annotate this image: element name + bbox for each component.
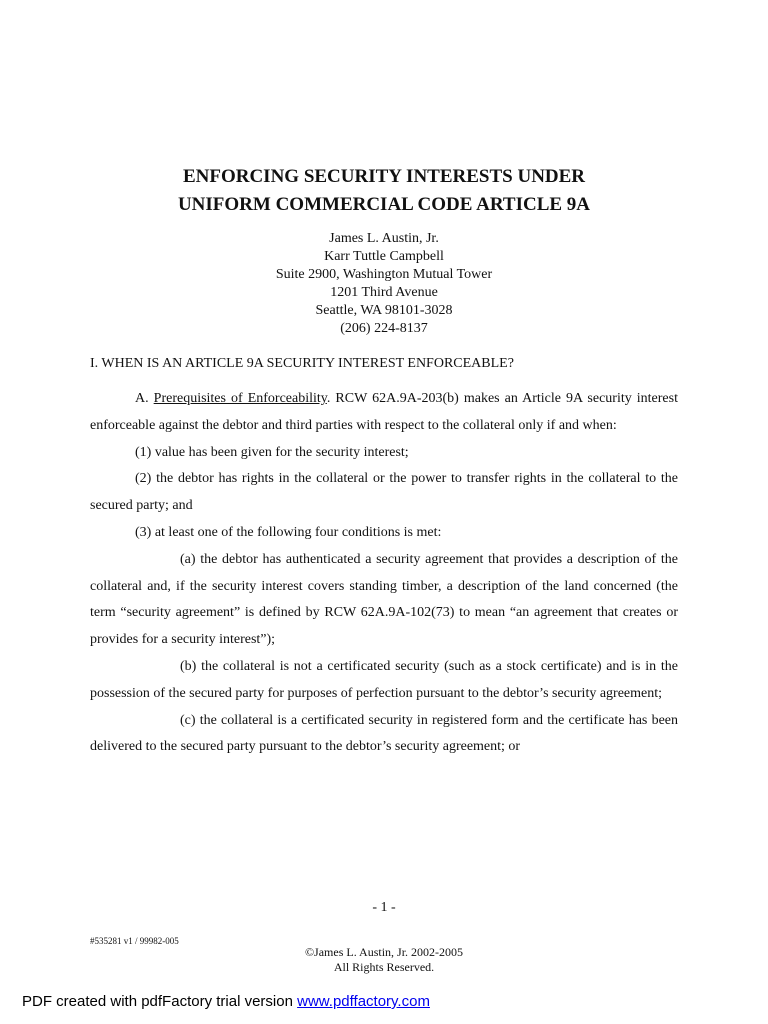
sub-item-c: (c) the collateral is a certificated security in registered form and the certificate has been delivered to the secured party pursuant to the debtor’s security agreement; or bbox=[90, 712, 678, 755]
sub-item-b: (b) the collateral is not a certificated security (such as a stock certificate) and is in the possession of the secured party for purposes of perfection pursuant to the debtor’s security agreement; bbox=[90, 658, 678, 701]
document-title bbox=[0, 163, 768, 219]
author-phone: (206) 224-8137 bbox=[340, 321, 428, 336]
pdf-banner-text: PDF created with pdfFactory trial version bbox=[22, 993, 298, 1010]
pdffactory-link[interactable]: www.pdffactory.com bbox=[297, 993, 430, 1010]
page-number: - 1 - bbox=[372, 900, 396, 915]
pdf-creator-banner bbox=[22, 992, 430, 1012]
author-block bbox=[0, 230, 768, 338]
paragraph-a-title: Prerequisites of Enforceability bbox=[153, 391, 327, 406]
author-suite: Suite 2900, Washington Mutual Tower bbox=[275, 267, 493, 282]
paragraph-a-label: A. bbox=[135, 391, 154, 406]
author-city: Seattle, WA 98101-3028 bbox=[315, 303, 453, 318]
author-firm: Karr Tuttle Campbell bbox=[324, 249, 444, 264]
sub-item-a: (a) the debtor has authenticated a security agreement that provides a description of the collateral and, if the security interest covers standing timber, a description of the land concerned (the term “security agreement” is defined by RCW 62A.9A-102(73) to mean “an agreement that creates or provides for a security interest”); bbox=[90, 551, 678, 648]
paragraph-a bbox=[90, 386, 678, 440]
copyright-line-2: All Rights Reserved. bbox=[333, 960, 435, 974]
list-item-1: (1) value has been given for the security interest; bbox=[135, 444, 409, 460]
title-line-2: UNIFORM COMMERCIAL CODE ARTICLE 9A bbox=[177, 194, 591, 215]
list-item-3: (3) at least one of the following four conditions is met: bbox=[135, 524, 442, 540]
body-text bbox=[90, 386, 678, 761]
copyright-notice bbox=[0, 945, 768, 975]
copyright-line-1: ©James L. Austin, Jr. 2002-2005 bbox=[304, 945, 464, 959]
document-id: #535281 v1 / 99982-005 bbox=[90, 936, 179, 946]
title-line-1: ENFORCING SECURITY INTERESTS UNDER bbox=[182, 166, 586, 187]
list-item-2: (2) the debtor has rights in the collateral or the power to transfer rights in the collateral to the secured party; and bbox=[90, 471, 678, 514]
paragraph-a-text: . RCW 62A.9A-203(b) makes an Article 9A security interest enforceable against the debtor and third parties with respect to the collateral only if and when: bbox=[90, 391, 678, 433]
section-heading: I. WHEN IS AN ARTICLE 9A SECURITY INTEREST ENFORCEABLE? bbox=[90, 356, 514, 371]
author-street: 1201 Third Avenue bbox=[330, 285, 438, 300]
author-name: James L. Austin, Jr. bbox=[329, 231, 439, 246]
